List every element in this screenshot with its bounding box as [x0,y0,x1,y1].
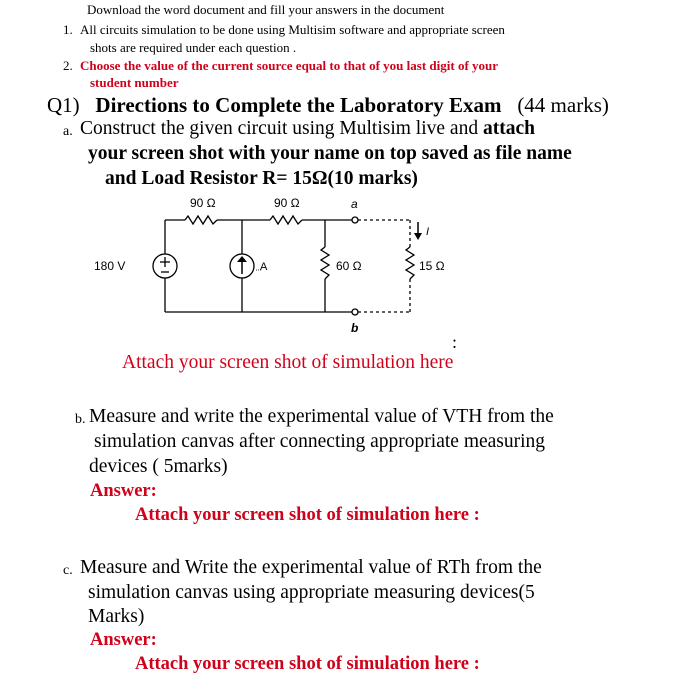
voltage-source-label: 180 V [94,259,126,273]
part-c-line1: Measure and Write the experimental value of RTh from the [80,557,542,578]
question-1-marks: (44 marks) [517,93,609,117]
instruction-2-line2: student number [90,75,179,90]
part-b-answer-label: Answer: [90,481,157,501]
current-arrow-icon [414,222,422,240]
part-c-letter: c. [63,563,73,578]
part-c-answer-label: Answer: [90,630,157,650]
part-a-line1-text: Construct the given circuit using Multisim live and [80,118,483,139]
load-resistor-15-ohm [406,247,414,279]
node-a-terminal [352,217,358,223]
question-1-heading [47,93,609,118]
attach-screenshot-note: Attach your screen shot of simulation here [122,352,454,373]
node-b-label: b [351,321,359,335]
part-b-line2: simulation canvas after connecting appropriate measuring [94,431,546,452]
part-a-line1 [80,118,535,140]
resistor-90-ohm-2 [270,216,302,224]
part-b-line1: Measure and write the experimental value of VTH from the [89,406,554,427]
r1-label: 90 Ω [190,196,216,210]
current-label: I [426,226,430,238]
colon-mark: : [452,332,458,352]
resistor-60-ohm [321,247,329,279]
circuit-diagram [80,192,480,340]
current-source-unit-label: A [260,261,268,273]
r4-label: 15 Ω [419,259,445,273]
instruction-1-number: 1. [63,22,73,37]
part-a-line3: and Load Resistor R= 15Ω(10 marks) [105,168,418,189]
instruction-2-number: 2. [63,58,73,73]
instruction-2-line1: Choose the value of the current source equal to that of you last digit of your [80,58,499,73]
current-source-arrow-icon [237,256,247,274]
part-b-attach-note: Attach your screen shot of simulation here : [135,505,480,525]
r2-label: 90 Ω [274,196,300,210]
instruction-1-line1: All circuits simulation to be done using Multisim software and appropriate screen [80,22,505,37]
part-c-line2: simulation canvas using appropriate measuring devices(5 [88,582,535,603]
node-a-label: a [351,197,358,211]
part-b-letter: b. [75,412,86,427]
part-a-line1-bold: attach [482,118,535,139]
question-1-label: Q1) [47,93,80,117]
part-a-line2: your screen shot with your name on top saved as file name [88,143,572,164]
r3-label: 60 Ω [336,259,362,273]
part-c-line3: Marks) [88,606,145,627]
resistor-90-ohm-1 [185,216,217,224]
node-b-terminal [352,309,358,315]
part-a-letter: a. [63,124,73,139]
instruction-1-line2: shots are required under each question . [90,40,297,55]
intro-text: Download the word document and fill your answers in the document [87,2,445,17]
part-b-line3: devices ( 5marks) [89,456,228,477]
part-c-attach-note: Attach your screen shot of simulation here : [135,654,480,674]
question-1-title: Directions to Complete the Laboratory Exam [95,93,502,117]
